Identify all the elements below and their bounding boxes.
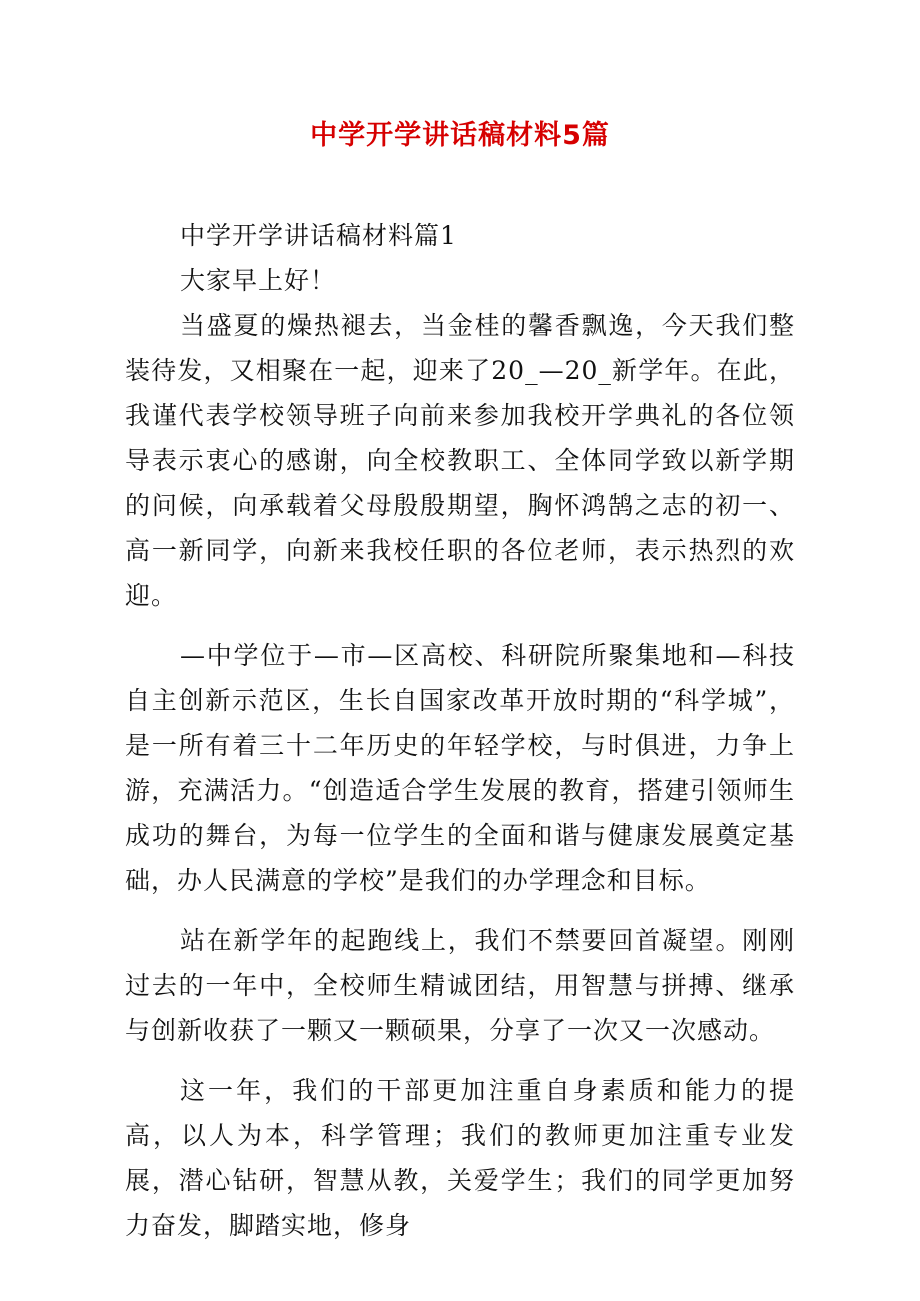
document-title: 中学开学讲话稿材料5篇: [310, 120, 610, 151]
paragraph-1: 当盛夏的燥热褪去，当金桂的馨香飘逸，今天我们整装待发，又相聚在一起，迎来了20_—20_新学年。在此，我谨代表学校领导班子向前来参加我校开学典礼的各位领导表示衷心的感谢，向全校教职工、全体同学致以新学期的问候，向承载着父母殷殷期望，胸怀鸿鹄之志的初一、高一新同学，向新来我校任职的各位老师，表示热烈的欢迎。: [125, 311, 795, 610]
document-body: [125, 213, 795, 1248]
paragraph-4: 这一年，我们的干部更加注重自身素质和能力的提高，以人为本，科学管理；我们的教师更加注重专业发展，潜心钻研，智慧从教，关爱学生；我们的同学更加努力奋发，脚踏实地，修身: [125, 1076, 795, 1240]
greeting: 大家早上好！: [180, 266, 337, 295]
paragraph-2: —中学位于—市—区高校、科研院所聚集地和—科技自主创新示范区，生长自国家改革开放时期的“科学城”，是一所有着三十二年历史的年轻学校，与时俱进，力争上游，充满活力。“创造适合学生发展的教育，搭建引领师生成功的舞台，为每一位学生的全面和谐与健康发展奠定基础，办人民满意的学校”是我们的办学理念和目标。: [125, 641, 795, 895]
paragraph-3: 站在新学年的起跑线上，我们不禁要回首凝望。刚刚过去的一年中，全校师生精诚团结，用智慧与拼搏、继承与创新收获了一颗又一颗硕果，分享了一次又一次感动。: [125, 926, 795, 1045]
section-heading: 中学开学讲话稿材料篇1: [180, 221, 457, 250]
